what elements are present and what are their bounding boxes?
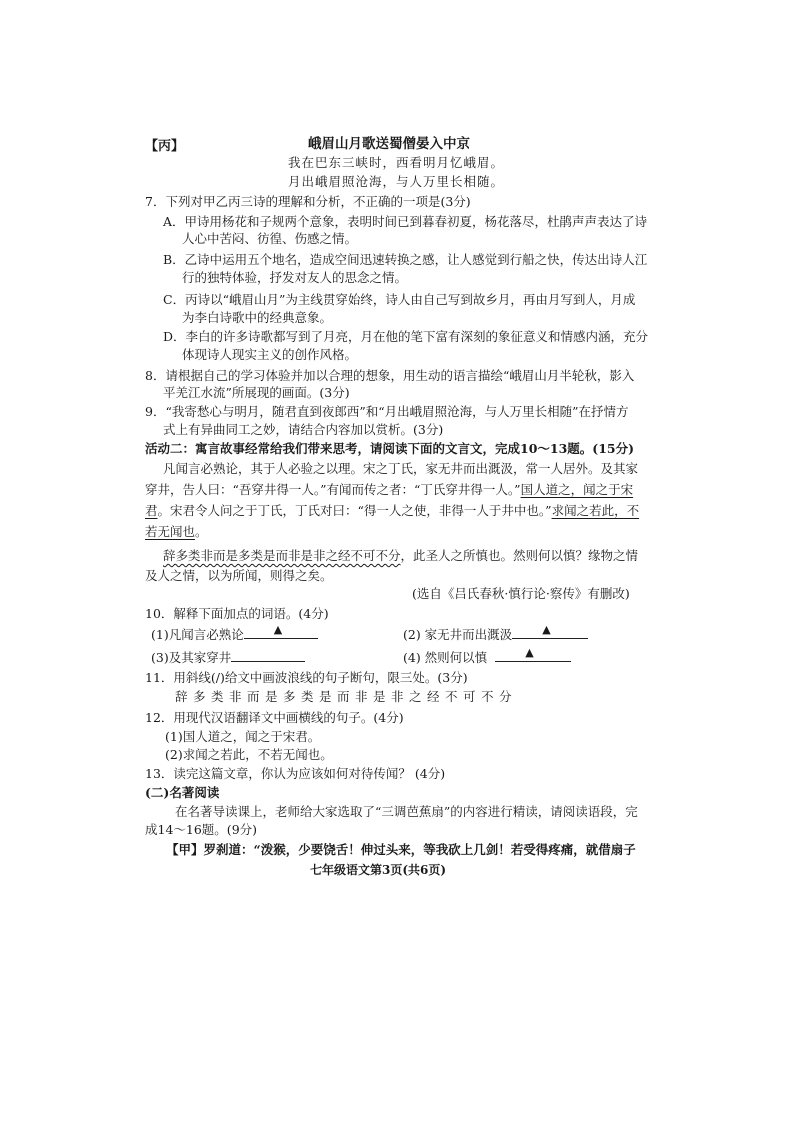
question-8-line-1: 8．请根据自己的学习体验并加以合理的想象，用生动的语言描绘“峨眉山月半轮秋，影入 xyxy=(145,368,635,383)
question-7-option-a-line-1: A．甲诗用杨花和子规两个意象，表明时间已到暮春初夏，杨花落尽，杜鹃声声表达了诗 xyxy=(163,214,648,229)
question-7-option-b-line-1: B．乙诗中运用五个地名，造成空间迅速转换之感，让人感觉到行船之快，传达出诗人江 xyxy=(163,252,648,267)
passage-text: ，此圣人之所慎也。然则何以慎？缘物之情 xyxy=(400,548,639,563)
passage-source: (选自《吕氏春秋·慎行论·察传》有删改) xyxy=(412,586,630,601)
section-2-intro-line-2: 成14～16题。(9分) xyxy=(145,822,258,837)
section-2-intro-line-1: 在名著导读课上，老师给大家选取了“三调芭蕉扇”的内容进行精读，请阅读语段，完 xyxy=(175,804,638,819)
passage-p1-line-2 xyxy=(145,482,633,498)
underlined-sentence-1-part-2: 君 xyxy=(145,503,158,518)
passage-p2-line-1 xyxy=(163,548,638,564)
question-7-option-c-line-2: 为李白诗歌中的经典意象。 xyxy=(182,310,333,325)
section-2-heading: (二)名著阅读 xyxy=(145,785,220,800)
answer-blank-3[interactable] xyxy=(231,648,305,662)
underlined-sentence-2-part-1: 求闻之若此，不 xyxy=(551,503,640,518)
item-text: (2) 家无井而出溉汲 xyxy=(403,627,513,642)
activity-2-heading: 活动二：寓言故事经常给我们带来思考，请阅读下面的文言文，完成10～13题。(15分) xyxy=(145,441,635,456)
question-10-item-2 xyxy=(403,625,588,643)
question-11-stem: 11．用斜线(/)给文中画波浪线的句子断句，限三处。(3分) xyxy=(145,670,468,685)
answer-blank-4[interactable] xyxy=(495,648,571,662)
question-7-option-a-line-2: 人心中苦闷、彷徨、伤感之情。 xyxy=(182,231,358,246)
passage-p1-line-3 xyxy=(145,503,639,519)
passage-p1-line-1: 凡闻言必熟论，其于人必验之以理。宋之丁氏，家无井而出溉汲，常一人居外。及其家 xyxy=(163,461,639,476)
answer-blank-1[interactable] xyxy=(244,625,318,639)
question-10-item-4 xyxy=(403,648,571,666)
poem-line-1: 我在巴东三峡时，西看明月忆峨眉。 xyxy=(288,155,505,170)
question-12-item-2: (2)求闻之若此，不若无闻也。 xyxy=(165,747,333,762)
item-text: (3)及其家穿井 xyxy=(151,650,232,665)
underlined-sentence-1-part-1: 国人道之，闻之于宋 xyxy=(520,482,634,497)
passage-text: 。宋君令人问之于丁氏，丁氏对曰：“得一人之使，非得一人于井中也。” xyxy=(157,503,552,518)
page-footer: 七年级语文第3页(共6页) xyxy=(310,863,447,877)
passage-p2-line-2: 及人之情，以为所闻，则得之矣。 xyxy=(145,568,333,583)
question-7-stem: 7．下列对甲乙丙三诗的理解和分析，不正确的一项是(3分) xyxy=(145,194,471,209)
question-7-option-b-line-2: 行的独特体验，抒发对友人的思念之情。 xyxy=(182,270,408,285)
excerpt-jia: 【甲】罗刹道：“泼猴，少要饶舌！伸过头来，等我砍上几剑！若受得疼痛，就借扇子 xyxy=(166,842,636,857)
answer-blank-2[interactable] xyxy=(512,625,588,639)
question-9-line-2: 式上有异曲同工之妙，请结合内容加以赏析。(3分) xyxy=(163,422,444,437)
question-9-line-1: 9．“我寄愁心与明月，随君直到夜郎西”和“月出峨眉照沧海，与人万里长相随”在抒情方 xyxy=(145,404,629,419)
item-text: (1)凡闻言必熟论 xyxy=(151,627,244,642)
triangle-marker-icon: ▲ xyxy=(525,646,534,659)
question-10-item-3 xyxy=(151,648,305,666)
passage-text: 。 xyxy=(195,524,208,539)
question-13-stem: 13．读完这篇文章，你认为应该如何对待传闻？ (4分) xyxy=(145,766,446,781)
question-10-item-1 xyxy=(151,625,318,643)
question-7-option-d-line-1: D．李白的许多诗歌都写到了月亮，月在他的笔下富有深刻的象征意义和情感内涵，充分 xyxy=(163,329,649,344)
question-12-stem: 12．用现代汉语翻译文中画横线的句子。(4分) xyxy=(145,710,404,725)
underlined-sentence-2-part-2: 若无闻也 xyxy=(145,524,196,539)
question-12-item-1: (1)国人道之，闻之于宋君。 xyxy=(165,729,321,744)
question-7-option-d-line-2: 体现诗人现实主义的创作风格。 xyxy=(182,347,358,362)
item-text: (4) 然则何以慎 xyxy=(403,650,488,665)
passage-text: 穿井，告人曰：“吾穿井得一人。”有闻而传之者：“丁氏穿井得一人。” xyxy=(145,482,521,497)
question-8-line-2: 平羌江水流”所展现的画面。(3分) xyxy=(163,385,350,400)
question-7-option-c-line-1: C．丙诗以“峨眉山月”为主线贯穿始终，诗人由自己写到故乡月，再由月写到人，月成 xyxy=(163,292,636,307)
question-10-stem: 10．解释下面加点的词语。(4分) xyxy=(145,606,329,621)
poem-title: 峨眉山月歌送蜀僧晏入中京 xyxy=(308,136,470,152)
passage-p1-line-4 xyxy=(145,524,208,540)
triangle-marker-icon: ▲ xyxy=(542,623,551,636)
question-11-sentence: 辞多类非而是多类是而非是非之经不可不分 xyxy=(175,689,518,704)
triangle-marker-icon: ▲ xyxy=(273,623,283,636)
poem-line-2: 月出峨眉照沧海，与人万里长相随。 xyxy=(288,174,505,189)
section-label-bing: 【丙】 xyxy=(145,139,185,154)
wavy-underlined-sentence: 辞多类非而是多类是而非是非之经不可不分 xyxy=(163,548,401,563)
